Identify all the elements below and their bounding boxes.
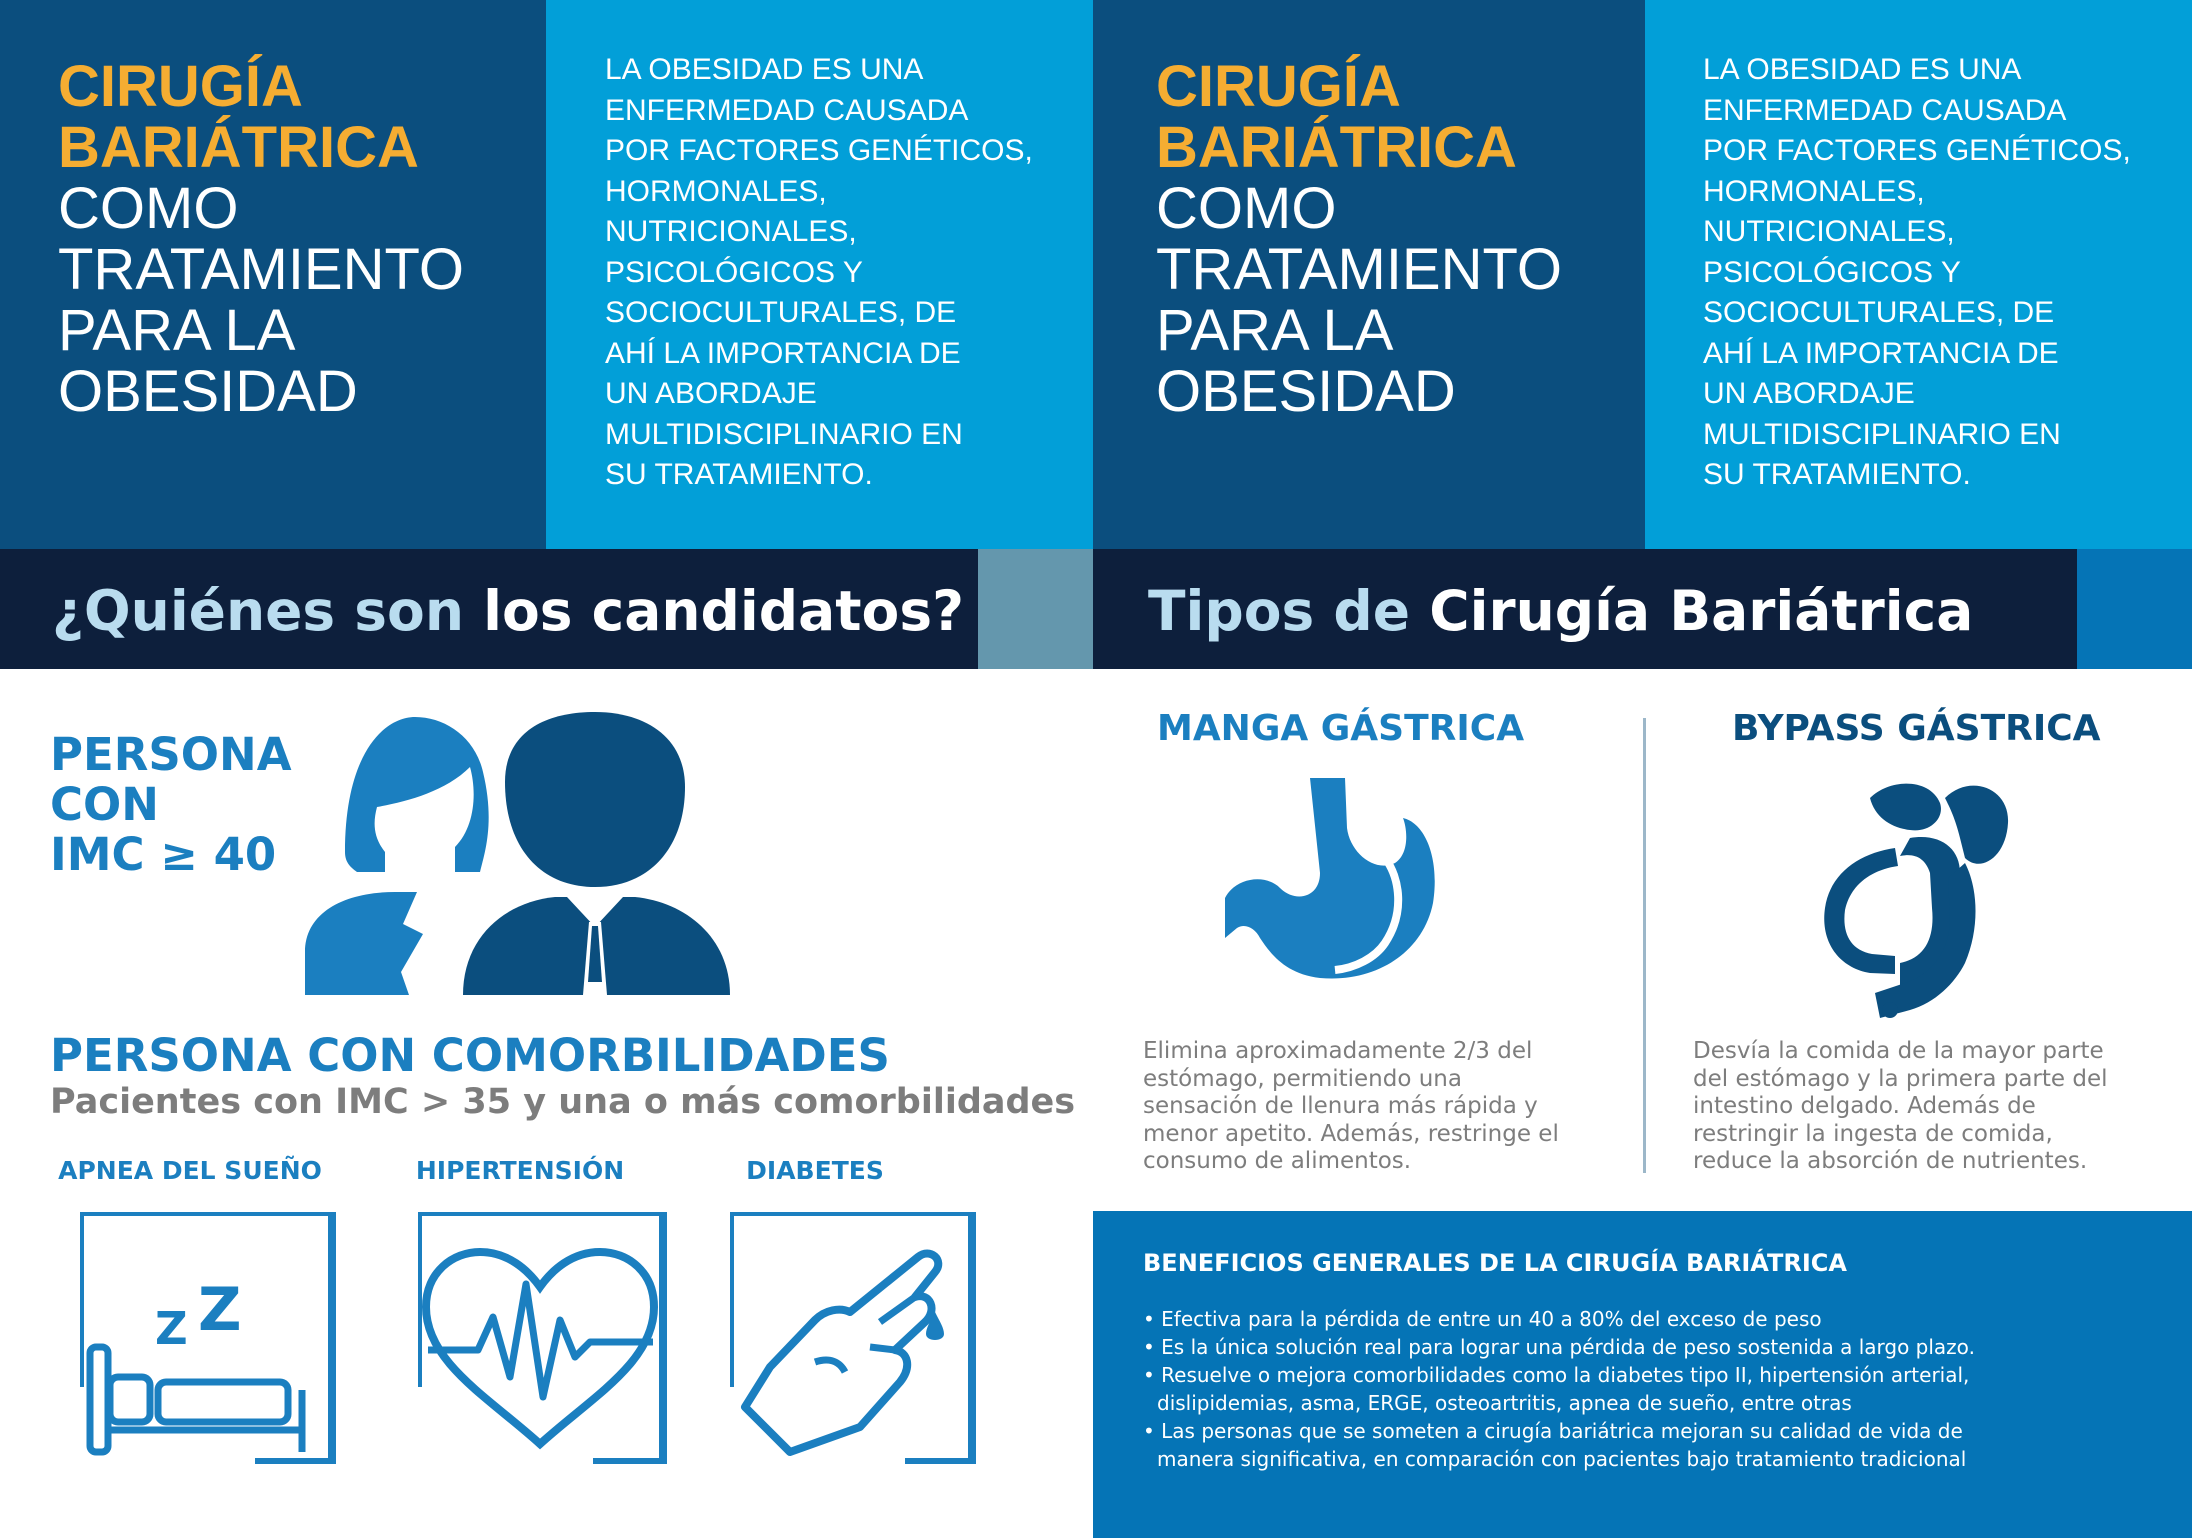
manga-title: MANGA GÁSTRICA bbox=[1157, 708, 1525, 749]
candidates-heading: ¿Quiénes son los candidatos? bbox=[52, 579, 964, 643]
benefits-title: BENEFICIOS GENERALES DE LA CIRUGÍA BARIÁTRICA bbox=[1143, 1249, 1847, 1277]
comorbidity-label-hypertension: HIPERTENSIÓN bbox=[415, 1156, 625, 1185]
benefit-item: • Efectiva para la pérdida de entre un 40 a 80% del exceso de peso bbox=[1143, 1305, 2023, 1333]
comorbidity-label-diabetes: DIABETES bbox=[746, 1156, 884, 1185]
bypass-stomach-icon bbox=[1820, 778, 2010, 1018]
header-accent-block bbox=[2077, 549, 2192, 669]
benefit-item: • Es la única solución real para lograr una pérdida de peso sostenida a largo plazo. bbox=[1143, 1333, 2023, 1361]
bed-sleep-icon bbox=[80, 1212, 336, 1464]
hero-title: CIRUGÍA BARIÁTRICA COMO TRATAMIENTO PARA LA OBESIDAD bbox=[58, 54, 464, 424]
hero-title: CIRUGÍA BARIÁTRICA COMO TRATAMIENTO PARA LA OBESIDAD bbox=[1156, 54, 1562, 424]
bypass-title: BYPASS GÁSTRICA bbox=[1732, 708, 2101, 749]
comorbidity-label-apnea: APNEA DEL SUEÑO bbox=[58, 1156, 322, 1185]
header-accent-block bbox=[978, 549, 1093, 669]
people-icon bbox=[305, 712, 775, 995]
comorbidity-subtitle: Pacientes con IMC > 35 y una o más comorbilidades bbox=[50, 1082, 1076, 1122]
sleeve-stomach-icon bbox=[1225, 778, 1445, 988]
bypass-description: Desvía la comida de la mayor parte del estómago y la primera parte del intestino delgado. Además de restringir la ingesta de comida, reduce la absorción de nutrientes. bbox=[1693, 1038, 2108, 1174]
svg-text:Z: Z bbox=[198, 1275, 242, 1345]
benefits-list bbox=[1143, 1305, 2023, 1473]
types-heading: Tipos de Cirugía Bariátrica bbox=[1148, 579, 1974, 643]
svg-text:Z: Z bbox=[155, 1302, 188, 1355]
benefit-item: • Las personas que se someten a cirugía bariátrica mejoran su calidad de vida de manera significativa, en comparación con pacientes bajo tratamiento tradicional bbox=[1143, 1417, 2023, 1473]
hero-description: LA OBESIDAD ES UNA ENFERMEDAD CAUSADA POR FACTORES GENÉTICOS, HORMONALES, NUTRICIONALES, PSICOLÓGICOS Y SOCIOCULTURALES, DE AHÍ LA IMPORTANCIA DE UN ABORDAJE MULTIDISCIPLINARIO EN SU TRATAMIENTO. bbox=[1703, 53, 2131, 491]
types-divider bbox=[1643, 718, 1646, 1173]
persona-imc-label: PERSONA CON IMC ≥ 40 bbox=[50, 728, 292, 881]
comorbidity-title: PERSONA CON COMORBILIDADES bbox=[50, 1029, 890, 1082]
finger-blood-drop-icon bbox=[730, 1212, 986, 1464]
heart-pulse-icon bbox=[418, 1212, 674, 1464]
hero-description: LA OBESIDAD ES UNA ENFERMEDAD CAUSADA POR FACTORES GENÉTICOS, HORMONALES, NUTRICIONALES, PSICOLÓGICOS Y SOCIOCULTURALES, DE AHÍ LA IMPORTANCIA DE UN ABORDAJE MULTIDISCIPLINARIO EN SU TRATAMIENTO. bbox=[605, 53, 1033, 491]
benefit-item: • Resuelve o mejora comorbilidades como la diabetes tipo II, hipertensión arterial, dislipidemias, asma, ERGE, osteoartritis, apnea de sueño, entre otras bbox=[1143, 1361, 2023, 1417]
manga-description: Elimina aproximadamente 2/3 del estómago, permitiendo una sensación de llenura más rápida y menor apetito. Además, restringe el consumo de alimentos. bbox=[1143, 1038, 1559, 1174]
